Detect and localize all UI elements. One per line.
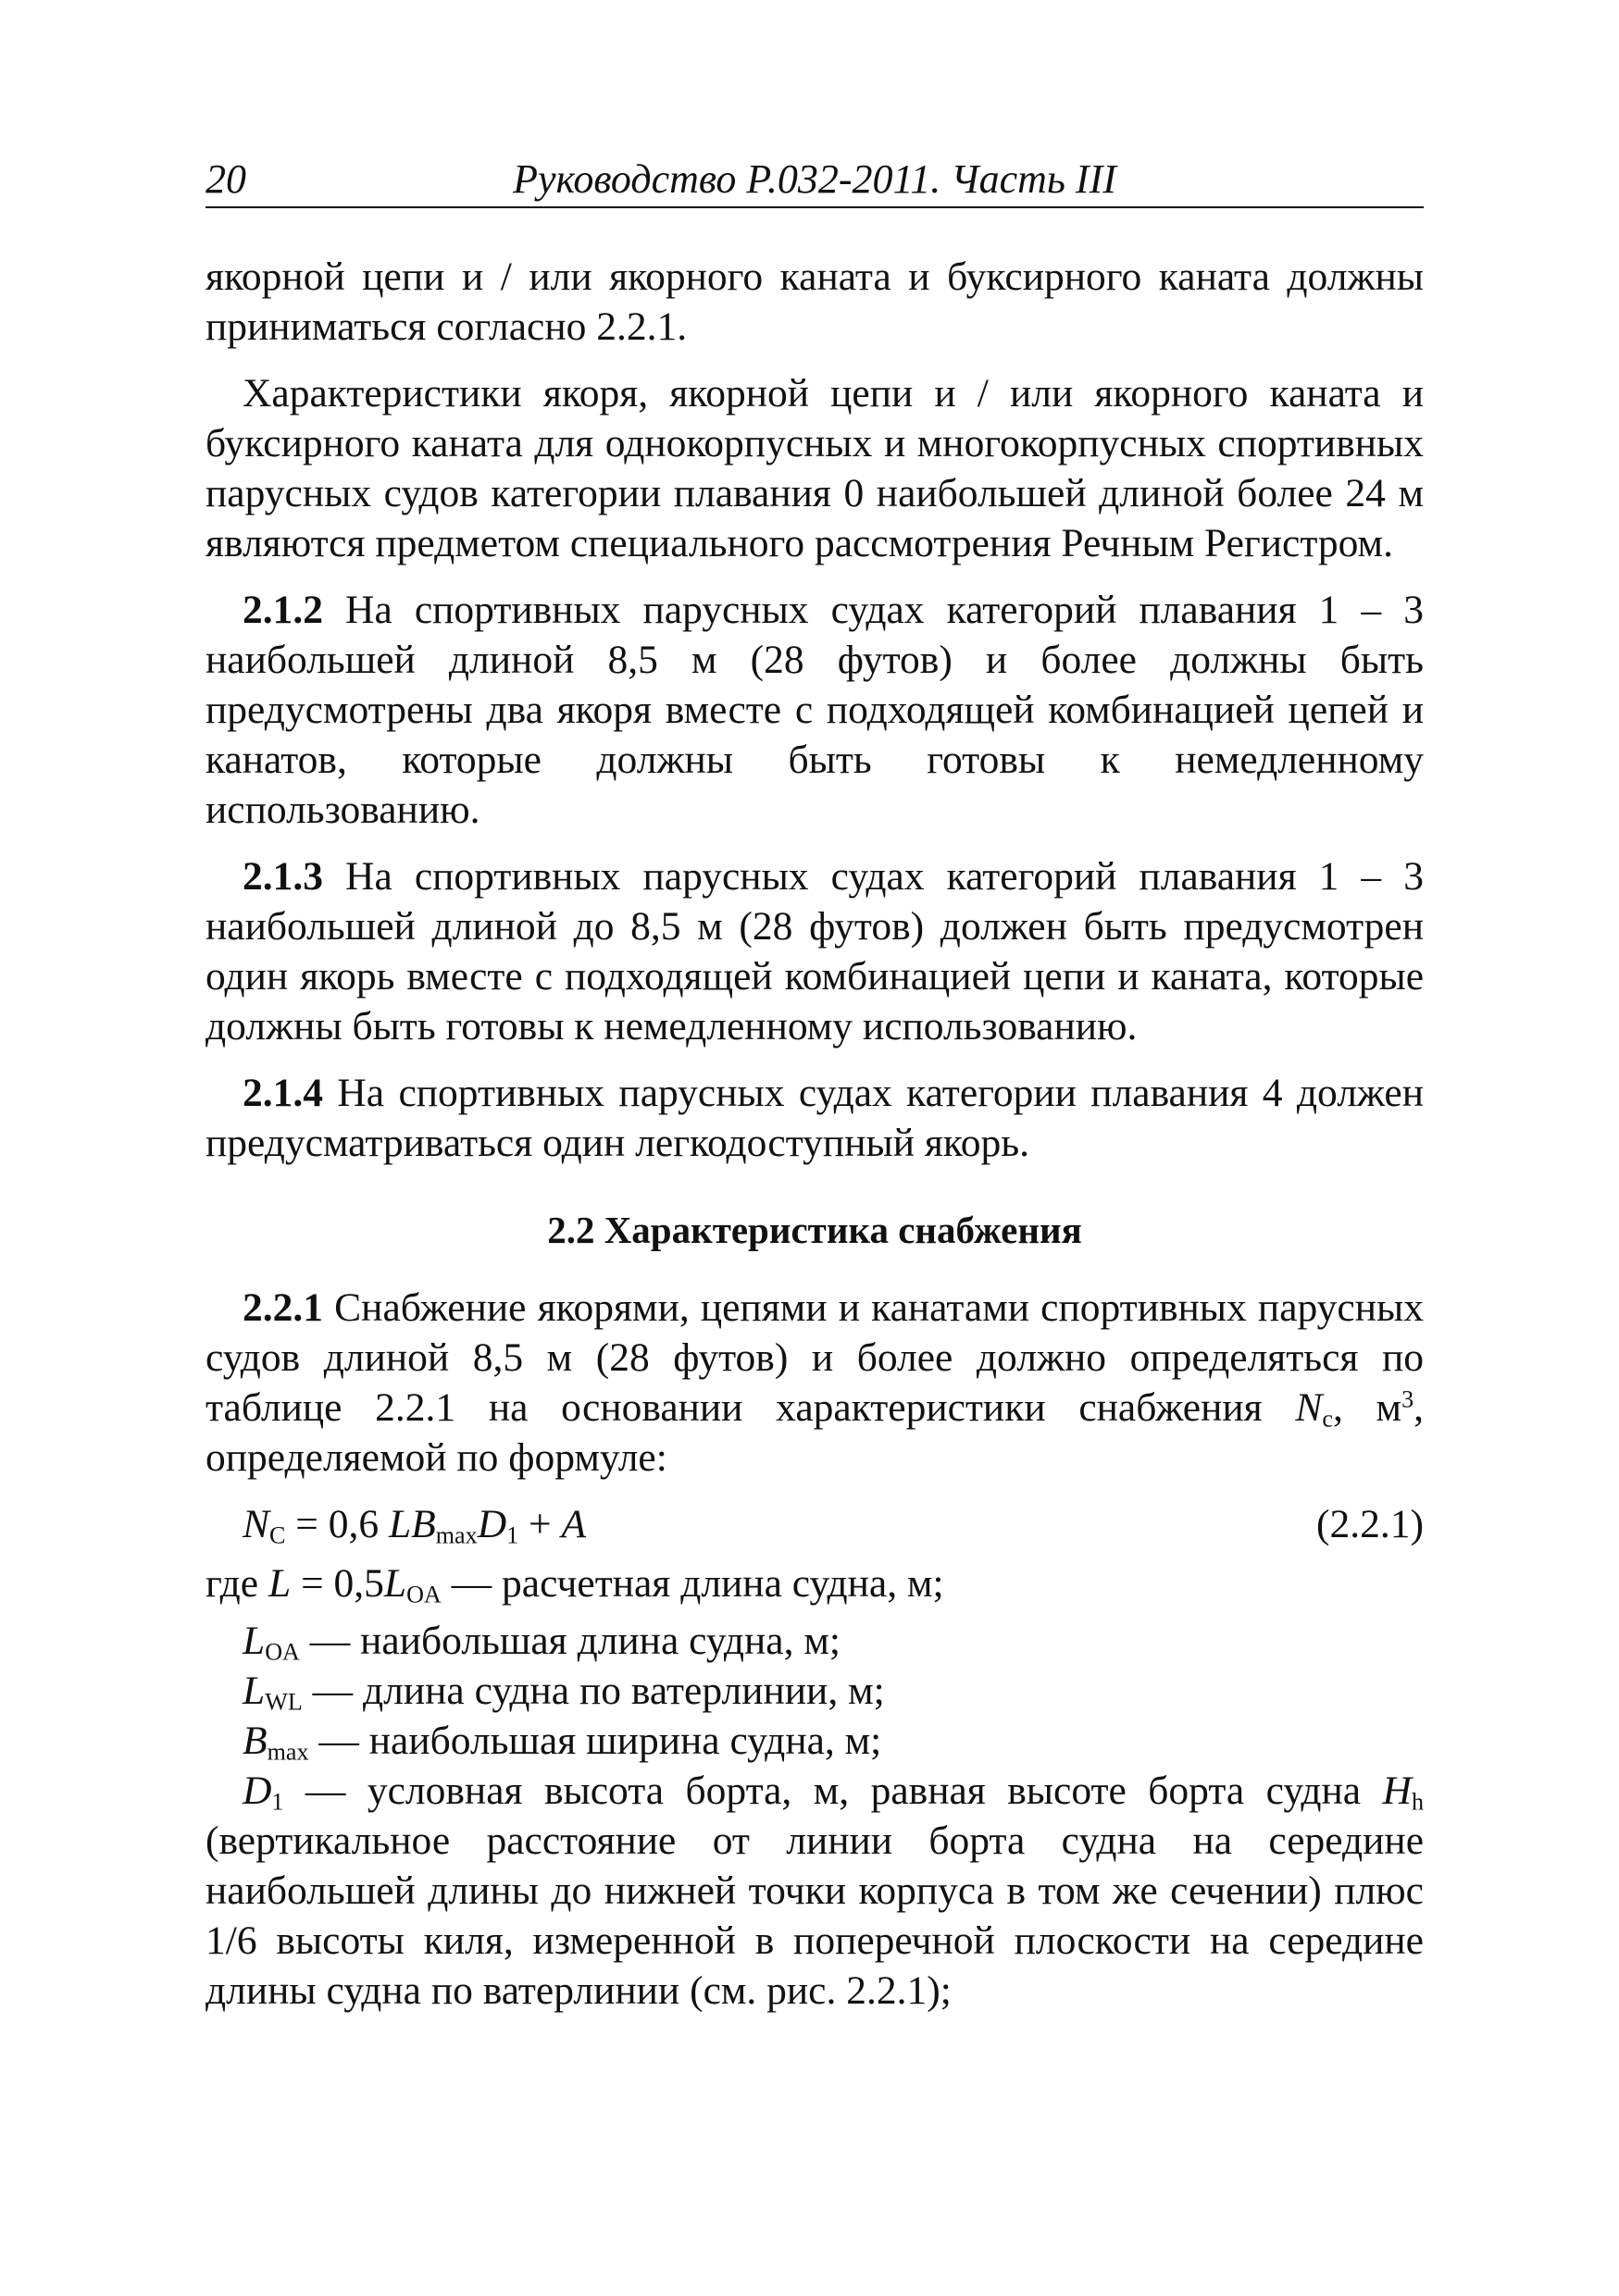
formula: [205, 1499, 1424, 1549]
definition-lwl: [205, 1666, 1424, 1716]
clause-text: Снабжение якорями, цепями и канатами спортивных парусных судов длиной 8,5 м (28 футов) и более должно определяться по таблице 2.2.1 на основании характеристики снабжения: [205, 1285, 1424, 1430]
formula-lhs-subscript: C: [269, 1521, 286, 1549]
symbol-subscript: 1: [271, 1788, 284, 1816]
clause-2-2-1: [205, 1283, 1424, 1483]
definition-prefix: где: [205, 1561, 268, 1606]
unit-superscript: 3: [1401, 1385, 1414, 1413]
clause-text: На спортивных парусных судах категорий плавания 1 – 3 наибольшей длиной до 8,5 м (28 футов) должен быть предусмотрен один якорь вместе с подходящей комбинацией цепи и каната, которые должны быть готовы к немедленному использованию.: [205, 854, 1424, 1049]
symbol-h: H: [1382, 1769, 1412, 1813]
definition-text: — длина судна по ватерлинии, м;: [302, 1669, 885, 1713]
symbol-l: L: [243, 1669, 266, 1713]
definition-d1: [205, 1766, 1424, 2016]
clause-number: 2.1.3: [243, 854, 323, 899]
page-header: [205, 153, 1424, 208]
page-number: 20: [205, 156, 246, 202]
definition-loa: [205, 1616, 1424, 1666]
symbol-subscript: WL: [265, 1688, 303, 1716]
definition-text: — наибольшая ширина судна, м;: [308, 1719, 882, 1763]
symbol-d: D: [243, 1769, 272, 1813]
unit-text: , м: [1332, 1385, 1402, 1430]
symbol-l: L: [268, 1561, 292, 1606]
formula-b-subscript: max: [435, 1521, 478, 1549]
clause-text: На спортивных парусных судах категории плавания 4 должен предусматриваться один легкодоступный якорь.: [205, 1071, 1424, 1165]
formula-d-subscript: 1: [506, 1521, 519, 1549]
formula-l: L: [388, 1502, 412, 1546]
symbol-n: N: [1295, 1385, 1323, 1430]
definitions-list: [205, 1558, 1424, 2016]
definition-eq: = 0,5: [291, 1561, 384, 1606]
symbol-l: L: [243, 1619, 266, 1663]
symbol-subscript: c: [1322, 1405, 1333, 1433]
clause-2-1-3: [205, 851, 1424, 1051]
document-body: [205, 252, 1424, 2016]
symbol-b: B: [243, 1719, 268, 1763]
symbol-subscript: OA: [265, 1638, 300, 1666]
symbol-subscript: OA: [406, 1581, 442, 1608]
formula-b: B: [411, 1502, 436, 1546]
formula-plus: +: [518, 1502, 562, 1546]
definition-text: — наибольшая длина судна, м;: [299, 1619, 841, 1663]
definition-l: [205, 1558, 1424, 1608]
clause-number: 2.2.1: [243, 1285, 323, 1330]
symbol-subscript: h: [1411, 1788, 1424, 1816]
running-title: Руководство Р.032-2011. Часть III: [513, 156, 1116, 202]
clause-2-1-2: [205, 585, 1424, 835]
paragraph-continuation: якорной цепи и / или якорного каната и буксирного каната должны приниматься согласно 2.2.1.: [205, 254, 1424, 349]
definition-text: — расчетная длина судна, м;: [441, 1561, 944, 1606]
definition-bmax: [205, 1716, 1424, 1766]
clause-text-end: , определяемой по формуле:: [205, 1385, 1424, 1480]
clause-text: На спортивных парусных судах категорий плавания 1 – 3 наибольшей длиной 8,5 м (28 футов) и более должны быть предусмотрены два якоря вместе с подходящей комбинацией цепей и канатов, которые должны быть готовы к немедленному использованию.: [205, 588, 1424, 832]
paragraph-characteristics: Характеристики якоря, якорной цепи и / или якорного каната и буксирного каната для однокорпусных и многокорпусных спортивных парусных судов категории плавания 0 наибольшей длиной более 24 м являются предметом специального рассмотрения Речным Регистром.: [205, 371, 1424, 565]
definition-text: — условная высота борта, м, равная высоте борта судна: [283, 1769, 1383, 1813]
symbol-subscript: max: [267, 1738, 309, 1766]
formula-expression: [243, 1499, 586, 1549]
clause-number: 2.1.2: [243, 588, 323, 632]
definition-text-end: (вертикальное расстояние от линии борта судна на середине наибольшей длины до нижней точки корпуса в том же сечении) плюс 1/6 высоты киля, измеренной в поперечной плоскости на середине длины судна по ватерлинии (см. рис. 2.2.1);: [205, 1818, 1424, 2013]
clause-2-1-4: [205, 1068, 1424, 1168]
formula-d: D: [477, 1502, 507, 1546]
clause-number: 2.1.4: [243, 1071, 323, 1115]
symbol-loa: L: [383, 1561, 407, 1606]
formula-a: A: [561, 1502, 587, 1546]
section-heading: 2.2 Характеристика снабжения: [547, 1209, 1082, 1251]
formula-number: (2.2.1): [1316, 1502, 1424, 1546]
formula-lhs: N: [243, 1502, 270, 1546]
formula-coefficient: = 0,6: [285, 1502, 389, 1546]
